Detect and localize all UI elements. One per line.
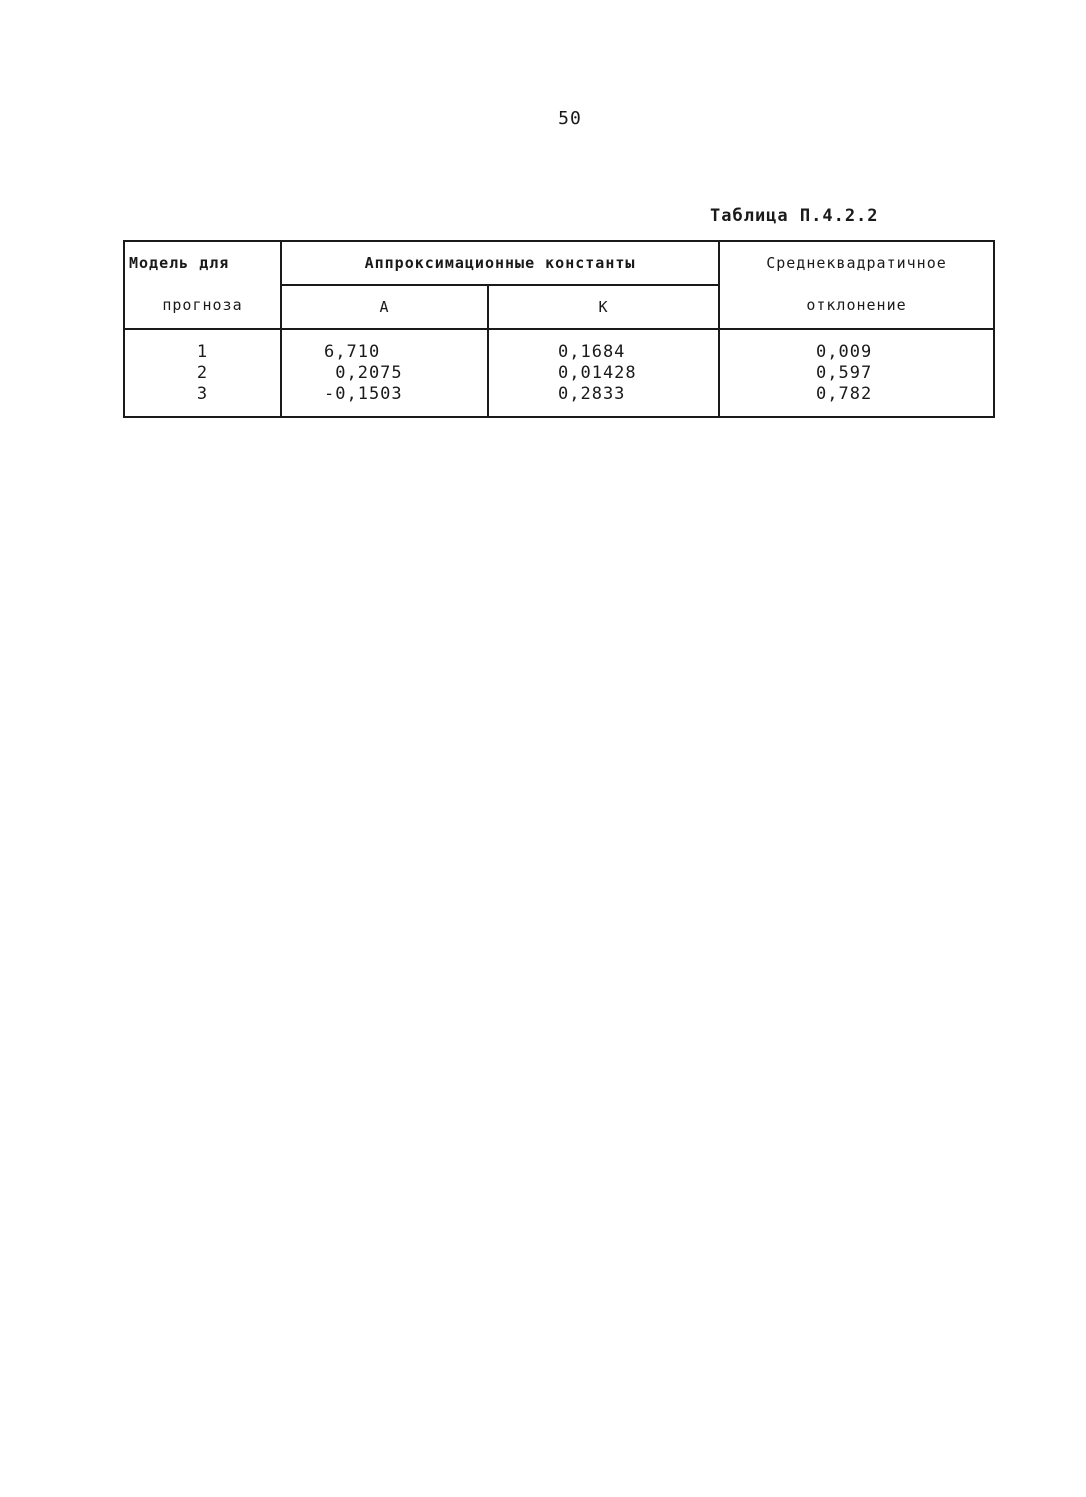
cell-a: -0,1503 xyxy=(324,383,403,404)
page-number: 50 xyxy=(558,108,582,129)
cell-k: 0,2833 xyxy=(558,383,626,404)
cell-rms: 0,782 xyxy=(816,383,873,404)
model-column xyxy=(124,329,281,417)
header-constants-group: Аппроксимационные константы xyxy=(281,241,719,285)
approximation-constants-table xyxy=(123,240,995,418)
cell-model: 2 xyxy=(196,362,209,383)
header-col-k: K xyxy=(488,285,719,329)
cell-model: 3 xyxy=(196,383,209,404)
cell-rms: 0,009 xyxy=(816,341,873,362)
header-col-a: A xyxy=(281,285,488,329)
header-rms-cell xyxy=(719,241,994,329)
rms-column xyxy=(719,329,994,417)
cell-k: 0,1684 xyxy=(558,341,626,362)
header-model-bottom: прогноза xyxy=(162,296,243,314)
cell-rms: 0,597 xyxy=(816,362,873,383)
table-header-row xyxy=(124,241,994,285)
table-caption: Таблица П.4.2.2 xyxy=(710,206,879,226)
header-rms-top: Среднеквадратичное xyxy=(766,254,947,272)
table-data-row xyxy=(124,329,994,417)
header-model-cell xyxy=(124,241,281,329)
k-column xyxy=(488,329,719,417)
header-rms-bottom: отклонение xyxy=(806,296,907,314)
cell-a: 0,2075 xyxy=(324,362,403,383)
a-column xyxy=(281,329,488,417)
cell-model: 1 xyxy=(196,341,209,362)
header-model-top: Модель для xyxy=(129,254,230,272)
cell-k: 0,01428 xyxy=(558,362,637,383)
cell-a: 6,710 xyxy=(324,341,381,362)
